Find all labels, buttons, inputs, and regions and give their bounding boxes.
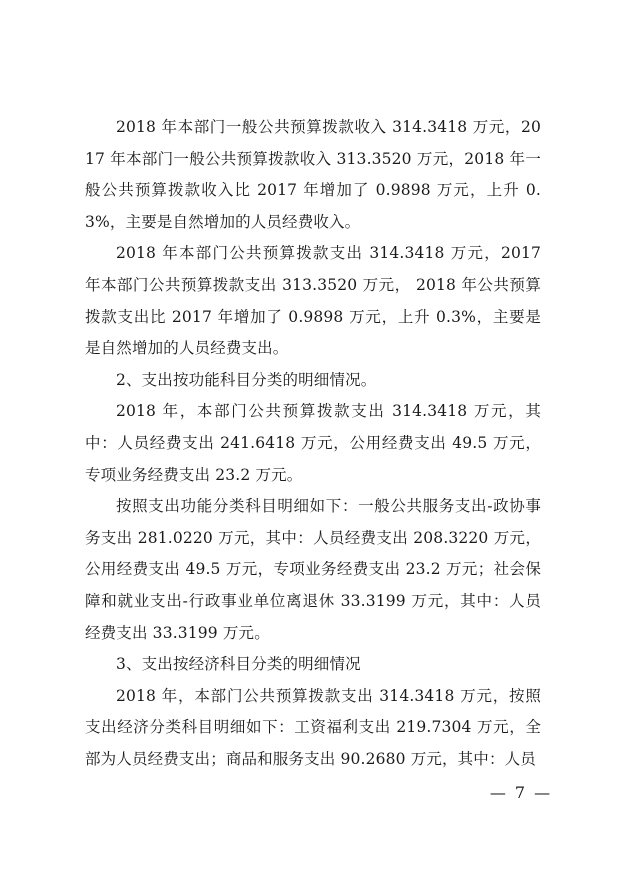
paragraph-expenditure-comparison: 2018 年本部门公共预算拨款支出 314.3418 万元，2017 年本部门公共预算拨款支出 313.3520 万元， 2018 年公共预算拨款支出比 2017 年增加了 0.9898 万元，上升 0.3%，主要是是自然增加的人员经费支出。 [85,244,541,358]
paragraph-functional-detail: 按照支出功能分类科目明细如下：一般公共服务支出-政协事务支出 281.0220 万元，其中：人员经费支出 208.3220 万元，公用经费支出 49.5 万元，专项业务经费支出 23.2 万元；社会保障和就业支出-行政事业单位离退休 33.3199 万元，其中：人员经费支出 33.3199 万元。 [85,497,541,642]
section-heading-economic: 3、支出按经济科目分类的明细情况 [116,655,361,674]
section-heading-functional: 2、支出按功能科目分类的明细情况。 [116,370,377,389]
page-number: — 7 — [489,783,553,802]
paragraph-revenue-comparison: 2018 年本部门一般公共预算拨款收入 314.3418 万元，2017 年本部门一般公共预算拨款收入 313.3520 万元，2018 年一般公共预算拨款收入比 2017 年增加了 0.9898 万元，上升 0.3%，主要是自然增加的人员经费收入。 [85,118,541,231]
paragraph-economic-detail: 2018 年，本部门公共预算拨款支出 314.3418 万元，按照支出经济分类科目明细如下：工资福利支出 219.7304 万元，全部为人员经费支出；商品和服务支出 90.2680 万元，其中：人员 [85,686,541,768]
document-body [85,112,541,775]
paragraph-functional-summary: 2018 年，本部门公共预算拨款支出 314.3418 万元，其中：人员经费支出 241.6418 万元，公用经费支出 49.5 万元，专项业务经费支出 23.2 万元。 [85,402,541,484]
